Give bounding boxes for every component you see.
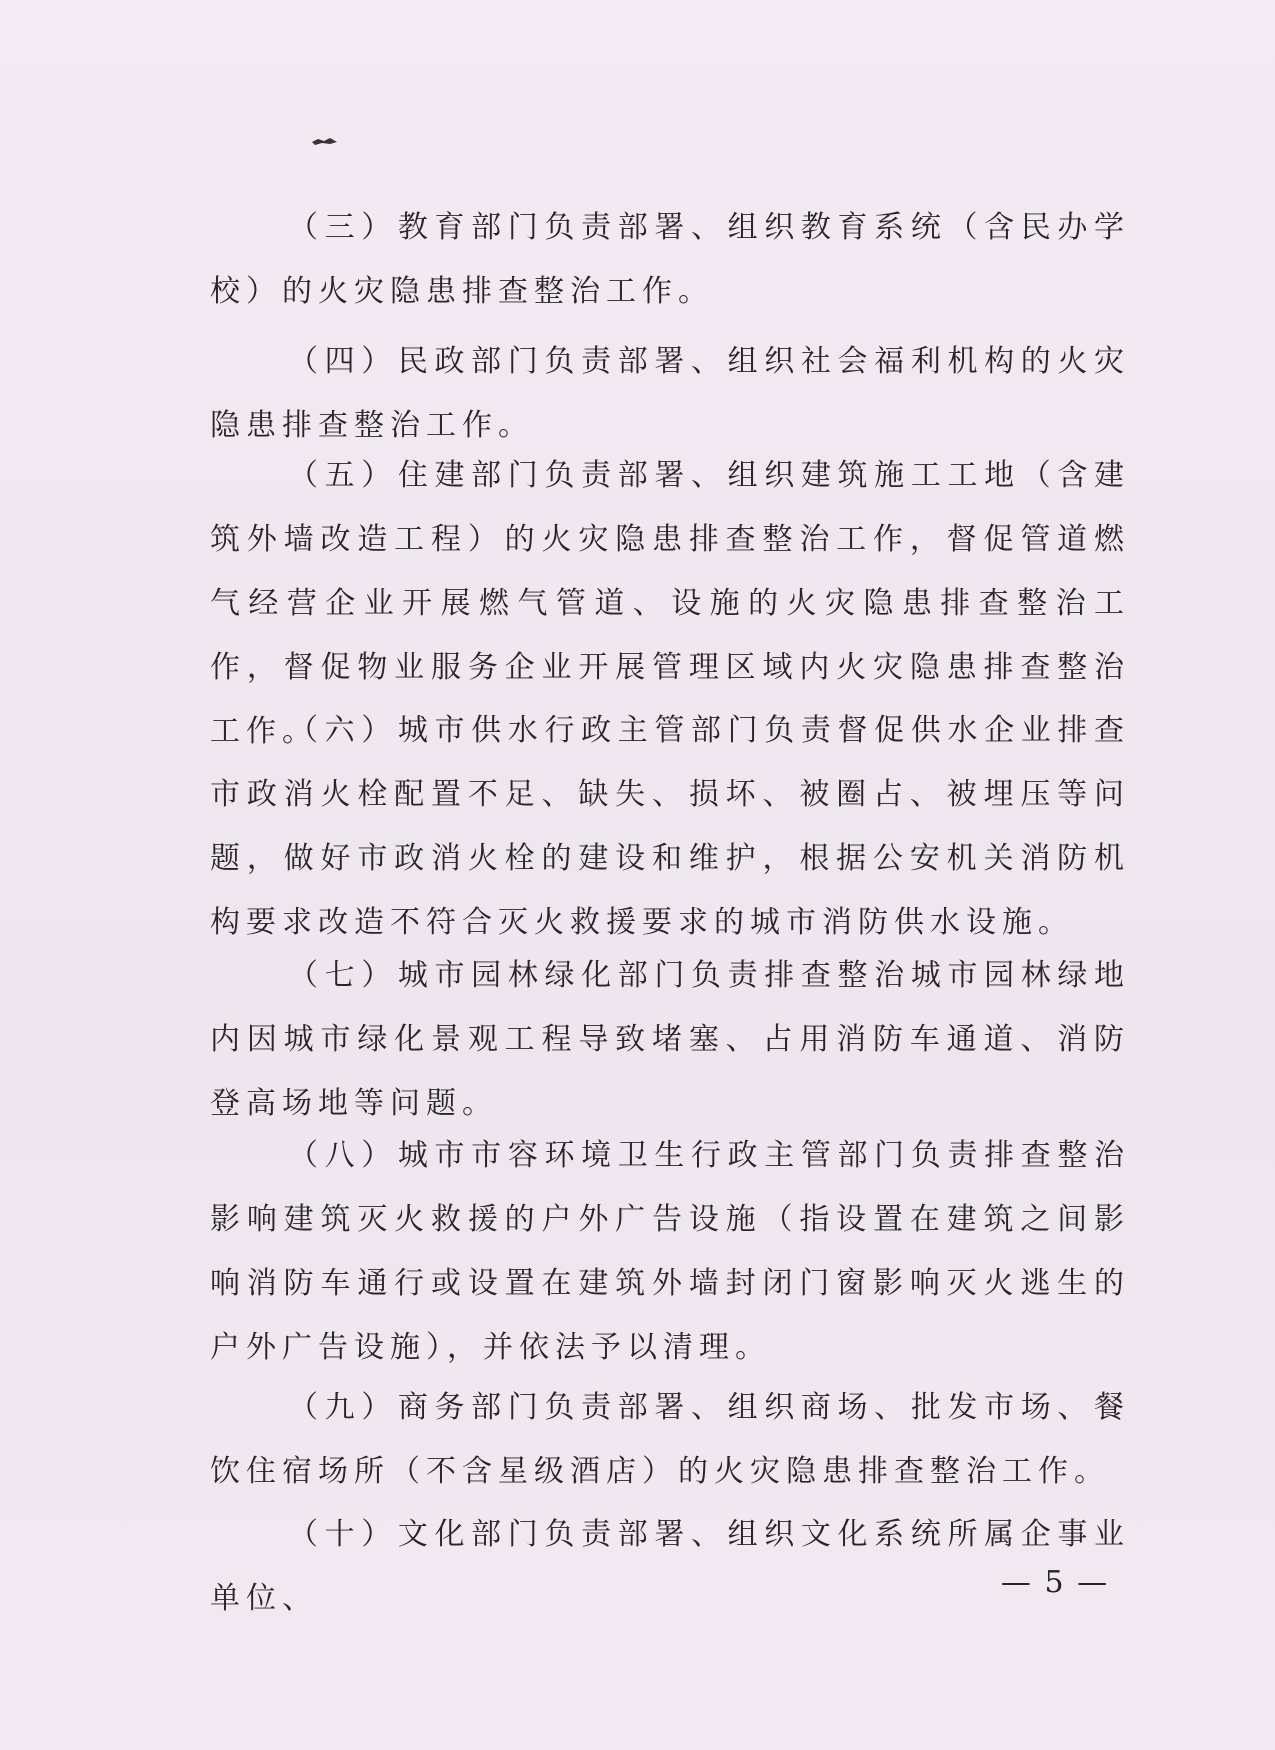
paragraph-housing-construction: （五）住建部门负责部署、组织建筑施工工地（含建筑外墙改造工程）的火灾隐患排查整治工作，督促管道燃气经营企业开展燃气管道、设施的火灾隐患排查整治工作，督促物业服务企业开展管理区域内火灾隐患排查整治工作。 — [210, 458, 1130, 749]
page-number: — 5 — — [1000, 1565, 1110, 1600]
paragraph-education: （三）教育部门负责部署、组织教育系统（含民办学校）的火灾隐患排查整治工作。 — [210, 210, 1130, 309]
paragraph-water-supply: （六）城市供水行政主管部门负责督促供水企业排查市政消火栓配置不足、缺失、损坏、被圈占、被埋压等问题，做好市政消火栓的建设和维护，根据公安机关消防机构要求改造不符合灭火救援要求的城市消防供水设施。 — [210, 713, 1130, 940]
paragraph-civil-affairs: （四）民政部门负责部署、组织社会福利机构的火灾隐患排查整治工作。 — [210, 344, 1130, 443]
paragraph-culture: （十）文化部门负责部署、组织文化系统所属企事业单位、 — [210, 1517, 1130, 1616]
ink-speck-mark — [310, 136, 340, 146]
paragraph-commerce: （九）商务部门负责部署、组织商场、批发市场、餐饮住宿场所（不含星级酒店）的火灾隐患排查整治工作。 — [210, 1390, 1130, 1489]
paragraph-city-sanitation: （八）城市市容环境卫生行政主管部门负责排查整治影响建筑灭火救援的户外广告设施（指设置在建筑之间影响消防车通行或设置在建筑外墙封闭门窗影响灭火逃生的户外广告设施），并依法予以清理。 — [210, 1138, 1130, 1365]
paragraph-landscaping: （七）城市园林绿化部门负责排查整治城市园林绿地内因城市绿化景观工程导致堵塞、占用消防车通道、消防登高场地等问题。 — [210, 958, 1130, 1121]
